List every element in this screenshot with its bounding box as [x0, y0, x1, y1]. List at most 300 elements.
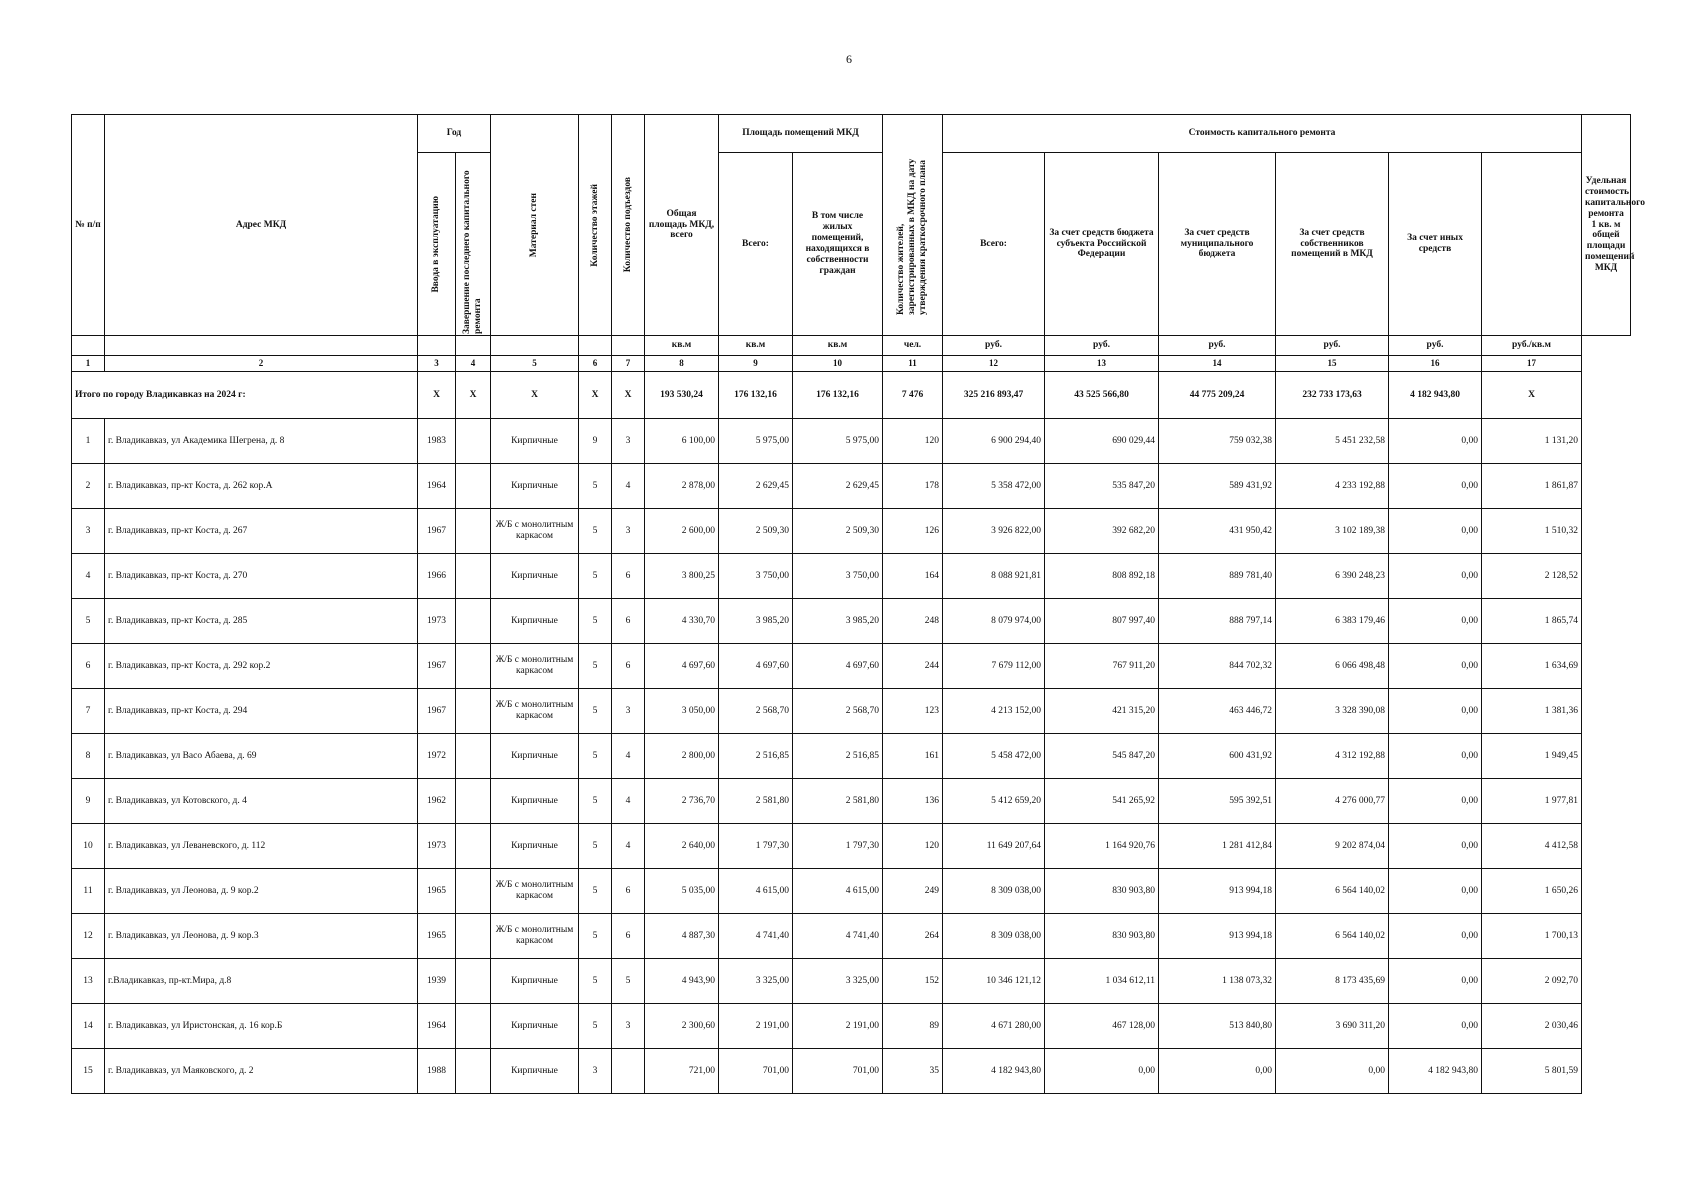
cost-owners-cell: 3 328 390,08	[1276, 689, 1389, 734]
residents-cell: 35	[883, 1049, 943, 1094]
residents-cell: 264	[883, 914, 943, 959]
address-cell: г. Владикавказ, пр-кт Коста, д. 267	[105, 509, 418, 554]
premises-total-cell: 4 741,40	[719, 914, 793, 959]
unit-cost-cell: 5 801,59	[1482, 1049, 1582, 1094]
premises-residential-cell: 3 985,20	[793, 599, 883, 644]
column-number-cell: 12	[943, 356, 1045, 372]
residents-cell: 164	[883, 554, 943, 599]
table-row	[72, 464, 1631, 509]
cost-subject-cell: 808 892,18	[1045, 554, 1159, 599]
year-last-repair-cell	[456, 869, 491, 914]
header-wall-material: Материал стен	[491, 115, 579, 336]
wall-material-cell: Кирпичные	[491, 419, 579, 464]
premises-total-cell: 2 568,70	[719, 689, 793, 734]
cost-subject-cell: 421 315,20	[1045, 689, 1159, 734]
year-last-repair-cell	[456, 1004, 491, 1049]
year-commission-cell: 1962	[418, 779, 456, 824]
year-commission-cell: 1964	[418, 464, 456, 509]
address-cell: г. Владикавказ, пр-кт Коста, д. 294	[105, 689, 418, 734]
cost-other-cell: 0,00	[1389, 734, 1482, 779]
cost-municipal-cell: 0,00	[1159, 1049, 1276, 1094]
wall-material-cell: Кирпичные	[491, 959, 579, 1004]
row-num-cell: 4	[72, 554, 105, 599]
cost-owners-cell: 0,00	[1276, 1049, 1389, 1094]
header-year-group: Год	[418, 115, 491, 153]
table-row	[72, 734, 1631, 779]
year-commission-cell: 1973	[418, 824, 456, 869]
header-entrances: Количество подъездов	[612, 115, 645, 336]
premises-total-cell: 2 581,80	[719, 779, 793, 824]
floors-cell: 5	[579, 554, 612, 599]
premises-total-cell: 5 975,00	[719, 419, 793, 464]
floors-cell: 5	[579, 689, 612, 734]
header-premises-total: Всего:	[719, 153, 793, 336]
cost-municipal-cell: 844 702,32	[1159, 644, 1276, 689]
header-cost-owners: За счет средств собственников помещений в МКД	[1276, 153, 1389, 336]
cost-total-cell: 8 309 038,00	[943, 914, 1045, 959]
row-num-cell: 13	[72, 959, 105, 1004]
residents-cell: 161	[883, 734, 943, 779]
premises-residential-cell: 2 191,00	[793, 1004, 883, 1049]
entrances-cell: 6	[612, 644, 645, 689]
cost-other-cell: 0,00	[1389, 509, 1482, 554]
cost-municipal-cell: 463 446,72	[1159, 689, 1276, 734]
wall-material-cell: Кирпичные	[491, 1004, 579, 1049]
total-area-cell: 4 943,90	[645, 959, 719, 1004]
header-premises-residential: В том числе жилых помещений, находящихся в собственности граждан	[793, 153, 883, 336]
wall-material-cell: Ж/Б с монолитным каркасом	[491, 914, 579, 959]
year-last-repair-cell	[456, 824, 491, 869]
premises-residential-cell: 1 797,30	[793, 824, 883, 869]
cost-owners-cell: 4 312 192,88	[1276, 734, 1389, 779]
row-num-cell: 9	[72, 779, 105, 824]
header-num: № п/п	[72, 115, 105, 336]
year-last-repair-cell	[456, 599, 491, 644]
unit-cell: руб.	[943, 336, 1045, 356]
cost-total-cell: 5 358 472,00	[943, 464, 1045, 509]
cost-municipal-cell: 1 138 073,32	[1159, 959, 1276, 1004]
entrances-cell	[612, 1049, 645, 1094]
unit-cell: руб.	[1045, 336, 1159, 356]
wall-material-cell: Ж/Б с монолитным каркасом	[491, 509, 579, 554]
total-label: Итого по городу Владикавказ на 2024 г:	[72, 372, 418, 419]
cost-total-cell: 7 679 112,00	[943, 644, 1045, 689]
residents-cell: 123	[883, 689, 943, 734]
total-cell: 193 530,24	[645, 372, 719, 419]
row-num-cell: 12	[72, 914, 105, 959]
wall-material-cell: Кирпичные	[491, 824, 579, 869]
cost-subject-cell: 830 903,80	[1045, 914, 1159, 959]
header-premises-area-group: Площадь помещений МКД	[719, 115, 883, 153]
total-area-cell: 2 736,70	[645, 779, 719, 824]
entrances-cell: 4	[612, 824, 645, 869]
total-cell: 232 733 173,63	[1276, 372, 1389, 419]
table-row	[72, 644, 1631, 689]
total-cell: 44 775 209,24	[1159, 372, 1276, 419]
total-area-cell: 3 050,00	[645, 689, 719, 734]
address-cell: г. Владикавказ, пр-кт Коста, д. 262 кор.А	[105, 464, 418, 509]
floors-cell: 5	[579, 869, 612, 914]
page-number: 6	[846, 52, 852, 66]
address-cell: г. Владикавказ, ул Васо Абаева, д. 69	[105, 734, 418, 779]
year-last-repair-cell	[456, 1049, 491, 1094]
unit-cost-cell: 1 650,26	[1482, 869, 1582, 914]
year-last-repair-cell	[456, 419, 491, 464]
address-cell: г. Владикавказ, пр-кт Коста, д. 270	[105, 554, 418, 599]
total-area-cell: 2 300,60	[645, 1004, 719, 1049]
unit-cost-cell: 4 412,58	[1482, 824, 1582, 869]
column-number-cell: 2	[105, 356, 418, 372]
cost-other-cell: 0,00	[1389, 644, 1482, 689]
residents-cell: 248	[883, 599, 943, 644]
entrances-cell: 5	[612, 959, 645, 1004]
column-number-cell: 11	[883, 356, 943, 372]
address-cell: г. Владикавказ, пр-кт Коста, д. 292 кор.2	[105, 644, 418, 689]
cost-subject-cell: 1 164 920,76	[1045, 824, 1159, 869]
total-cell: 176 132,16	[719, 372, 793, 419]
table-row	[72, 1049, 1631, 1094]
entrances-cell: 6	[612, 599, 645, 644]
cost-total-cell: 8 079 974,00	[943, 599, 1045, 644]
premises-residential-cell: 3 750,00	[793, 554, 883, 599]
column-number-cell: 13	[1045, 356, 1159, 372]
column-number-cell: 6	[579, 356, 612, 372]
year-last-repair-cell	[456, 734, 491, 779]
cost-owners-cell: 9 202 874,04	[1276, 824, 1389, 869]
header-year-last-repair: Завершение последнего капитального ремонта	[456, 153, 491, 336]
address-cell: г. Владикавказ, ул Академика Шегрена, д. 8	[105, 419, 418, 464]
total-cell: 4 182 943,80	[1389, 372, 1482, 419]
cost-owners-cell: 3 102 189,38	[1276, 509, 1389, 554]
residents-cell: 249	[883, 869, 943, 914]
cost-municipal-cell: 595 392,51	[1159, 779, 1276, 824]
cost-other-cell: 4 182 943,80	[1389, 1049, 1482, 1094]
total-row	[72, 372, 1631, 419]
wall-material-cell: Ж/Б с монолитным каркасом	[491, 644, 579, 689]
column-number-cell: 4	[456, 356, 491, 372]
total-cell: 43 525 566,80	[1045, 372, 1159, 419]
residents-cell: 152	[883, 959, 943, 1004]
wall-material-cell: Ж/Б с монолитным каркасом	[491, 869, 579, 914]
premises-total-cell: 4 697,60	[719, 644, 793, 689]
cost-subject-cell: 830 903,80	[1045, 869, 1159, 914]
year-commission-cell: 1972	[418, 734, 456, 779]
year-last-repair-cell	[456, 689, 491, 734]
total-area-cell: 5 035,00	[645, 869, 719, 914]
column-number-cell: 1	[72, 356, 105, 372]
header-cost-subject: За счет средств бюджета субъекта Российской Федерации	[1045, 153, 1159, 336]
premises-total-cell: 2 509,30	[719, 509, 793, 554]
total-cell: X	[579, 372, 612, 419]
total-cell: 7 476	[883, 372, 943, 419]
column-number-cell: 9	[719, 356, 793, 372]
unit-cell: руб.	[1389, 336, 1482, 356]
cost-other-cell: 0,00	[1389, 779, 1482, 824]
total-area-cell: 4 697,60	[645, 644, 719, 689]
total-area-cell: 6 100,00	[645, 419, 719, 464]
column-number-cell: 7	[612, 356, 645, 372]
cost-other-cell: 0,00	[1389, 689, 1482, 734]
year-commission-cell: 1973	[418, 599, 456, 644]
cost-owners-cell: 4 276 000,77	[1276, 779, 1389, 824]
wall-material-cell: Кирпичные	[491, 464, 579, 509]
row-num-cell: 3	[72, 509, 105, 554]
table-row	[72, 914, 1631, 959]
year-commission-cell: 1967	[418, 689, 456, 734]
year-commission-cell: 1965	[418, 869, 456, 914]
table-row	[72, 689, 1631, 734]
year-last-repair-cell	[456, 959, 491, 1004]
total-area-cell: 4 887,30	[645, 914, 719, 959]
floors-cell: 5	[579, 734, 612, 779]
cost-owners-cell: 3 690 311,20	[1276, 1004, 1389, 1049]
cost-municipal-cell: 888 797,14	[1159, 599, 1276, 644]
table-row	[72, 419, 1631, 464]
cost-municipal-cell: 889 781,40	[1159, 554, 1276, 599]
premises-total-cell: 3 325,00	[719, 959, 793, 1004]
wall-material-cell: Кирпичные	[491, 1049, 579, 1094]
floors-cell: 9	[579, 419, 612, 464]
premises-total-cell: 701,00	[719, 1049, 793, 1094]
year-commission-cell: 1939	[418, 959, 456, 1004]
entrances-cell: 3	[612, 1004, 645, 1049]
cost-other-cell: 0,00	[1389, 554, 1482, 599]
entrances-cell: 6	[612, 914, 645, 959]
table-row	[72, 824, 1631, 869]
wall-material-cell: Ж/Б с монолитным каркасом	[491, 689, 579, 734]
premises-residential-cell: 2 509,30	[793, 509, 883, 554]
year-last-repair-cell	[456, 554, 491, 599]
header-cost-other: За счет иных средств	[1389, 153, 1482, 336]
floors-cell: 5	[579, 599, 612, 644]
residents-cell: 244	[883, 644, 943, 689]
unit-cell: руб.	[1159, 336, 1276, 356]
floors-cell: 5	[579, 509, 612, 554]
cost-subject-cell: 545 847,20	[1045, 734, 1159, 779]
total-area-cell: 3 800,25	[645, 554, 719, 599]
total-area-cell: 721,00	[645, 1049, 719, 1094]
premises-total-cell: 3 985,20	[719, 599, 793, 644]
header-address: Адрес МКД	[105, 115, 418, 336]
residents-cell: 120	[883, 419, 943, 464]
year-commission-cell: 1967	[418, 644, 456, 689]
total-cell: X	[491, 372, 579, 419]
row-num-cell: 10	[72, 824, 105, 869]
address-cell: г. Владикавказ, ул Маяковского, д. 2	[105, 1049, 418, 1094]
address-cell: г. Владикавказ, ул Леонова, д. 9 кор.3	[105, 914, 418, 959]
residents-cell: 89	[883, 1004, 943, 1049]
cost-total-cell: 4 213 152,00	[943, 689, 1045, 734]
header-cost-municipal: За счет средств муниципального бюджета	[1159, 153, 1276, 336]
premises-residential-cell: 5 975,00	[793, 419, 883, 464]
cost-total-cell: 5 412 659,20	[943, 779, 1045, 824]
cost-subject-cell: 767 911,20	[1045, 644, 1159, 689]
total-cell: X	[418, 372, 456, 419]
year-last-repair-cell	[456, 644, 491, 689]
cost-other-cell: 0,00	[1389, 599, 1482, 644]
cost-municipal-cell: 759 032,38	[1159, 419, 1276, 464]
column-number-cell: 16	[1389, 356, 1482, 372]
column-number-cell: 10	[793, 356, 883, 372]
premises-residential-cell: 2 516,85	[793, 734, 883, 779]
total-cell: X	[456, 372, 491, 419]
floors-cell: 5	[579, 914, 612, 959]
unit-cost-cell: 2 128,52	[1482, 554, 1582, 599]
entrances-cell: 4	[612, 779, 645, 824]
address-cell: г. Владикавказ, ул Иристонская, д. 16 кор.Б	[105, 1004, 418, 1049]
cost-owners-cell: 4 233 192,88	[1276, 464, 1389, 509]
header-floors: Количество этажей	[579, 115, 612, 336]
unit-cost-cell: 1 510,32	[1482, 509, 1582, 554]
unit-cost-cell: 2 092,70	[1482, 959, 1582, 1004]
premises-residential-cell: 3 325,00	[793, 959, 883, 1004]
column-number-cell: 14	[1159, 356, 1276, 372]
cost-municipal-cell: 589 431,92	[1159, 464, 1276, 509]
cost-total-cell: 8 309 038,00	[943, 869, 1045, 914]
total-cell: X	[612, 372, 645, 419]
cost-municipal-cell: 513 840,80	[1159, 1004, 1276, 1049]
unit-cell: кв.м	[645, 336, 719, 356]
table-row	[72, 779, 1631, 824]
cost-subject-cell: 541 265,92	[1045, 779, 1159, 824]
column-number-cell: 8	[645, 356, 719, 372]
table-row	[72, 1004, 1631, 1049]
unit-cell: руб.	[1276, 336, 1389, 356]
cost-municipal-cell: 913 994,18	[1159, 869, 1276, 914]
cost-owners-cell: 6 564 140,02	[1276, 914, 1389, 959]
cost-other-cell: 0,00	[1389, 824, 1482, 869]
unit-cost-cell: 1 949,45	[1482, 734, 1582, 779]
cost-subject-cell: 0,00	[1045, 1049, 1159, 1094]
floors-cell: 5	[579, 824, 612, 869]
wall-material-cell: Кирпичные	[491, 599, 579, 644]
residents-cell: 178	[883, 464, 943, 509]
floors-cell: 5	[579, 644, 612, 689]
cost-owners-cell: 6 383 179,46	[1276, 599, 1389, 644]
entrances-cell: 3	[612, 509, 645, 554]
year-commission-cell: 1988	[418, 1049, 456, 1094]
year-commission-cell: 1965	[418, 914, 456, 959]
year-commission-cell: 1967	[418, 509, 456, 554]
address-cell: г. Владикавказ, ул Леонова, д. 9 кор.2	[105, 869, 418, 914]
residents-cell: 120	[883, 824, 943, 869]
cost-owners-cell: 8 173 435,69	[1276, 959, 1389, 1004]
row-num-cell: 1	[72, 419, 105, 464]
entrances-cell: 3	[612, 689, 645, 734]
unit-cost-cell: 2 030,46	[1482, 1004, 1582, 1049]
total-area-cell: 2 600,00	[645, 509, 719, 554]
cost-total-cell: 8 088 921,81	[943, 554, 1045, 599]
wall-material-cell: Кирпичные	[491, 779, 579, 824]
cost-subject-cell: 1 034 612,11	[1045, 959, 1159, 1004]
unit-cost-cell: 1 865,74	[1482, 599, 1582, 644]
row-num-cell: 11	[72, 869, 105, 914]
year-last-repair-cell	[456, 464, 491, 509]
unit-cost-cell: 1 861,87	[1482, 464, 1582, 509]
premises-total-cell: 4 615,00	[719, 869, 793, 914]
cost-total-cell: 11 649 207,64	[943, 824, 1045, 869]
year-commission-cell: 1964	[418, 1004, 456, 1049]
unit-cost-cell: 1 977,81	[1482, 779, 1582, 824]
premises-total-cell: 2 629,45	[719, 464, 793, 509]
row-num-cell: 15	[72, 1049, 105, 1094]
floors-cell: 5	[579, 779, 612, 824]
wall-material-cell: Кирпичные	[491, 734, 579, 779]
cost-owners-cell: 5 451 232,58	[1276, 419, 1389, 464]
cost-owners-cell: 6 390 248,23	[1276, 554, 1389, 599]
cost-municipal-cell: 431 950,42	[1159, 509, 1276, 554]
wall-material-cell: Кирпичные	[491, 554, 579, 599]
entrances-cell: 6	[612, 554, 645, 599]
cost-other-cell: 0,00	[1389, 464, 1482, 509]
header-cost-total: Всего:	[943, 153, 1045, 336]
cost-total-cell: 5 458 472,00	[943, 734, 1045, 779]
header-cost-group: Стоимость капитального ремонта	[943, 115, 1582, 153]
floors-cell: 5	[579, 1004, 612, 1049]
header-unit-cost: Удельная стоимость капитального ремонта 1 кв. м общей площади помещений МКД	[1582, 115, 1631, 336]
entrances-cell: 3	[612, 419, 645, 464]
premises-residential-cell: 4 697,60	[793, 644, 883, 689]
header-total-area: Общая площадь МКД, всего	[645, 115, 719, 336]
total-cell: X	[1482, 372, 1582, 419]
floors-cell: 5	[579, 464, 612, 509]
header-residents: Количество жителей, зарегистрированных в МКД на дату утверждения краткосрочного плана	[883, 115, 943, 336]
cost-municipal-cell: 1 281 412,84	[1159, 824, 1276, 869]
cost-owners-cell: 6 066 498,48	[1276, 644, 1389, 689]
premises-residential-cell: 2 581,80	[793, 779, 883, 824]
year-last-repair-cell	[456, 509, 491, 554]
cost-subject-cell: 467 128,00	[1045, 1004, 1159, 1049]
unit-cell: кв.м	[719, 336, 793, 356]
cost-municipal-cell: 913 994,18	[1159, 914, 1276, 959]
total-area-cell: 2 878,00	[645, 464, 719, 509]
total-area-cell: 2 800,00	[645, 734, 719, 779]
residents-cell: 126	[883, 509, 943, 554]
row-num-cell: 6	[72, 644, 105, 689]
row-num-cell: 2	[72, 464, 105, 509]
table-row	[72, 509, 1631, 554]
row-num-cell: 14	[72, 1004, 105, 1049]
unit-cell: руб./кв.м	[1482, 336, 1582, 356]
capital-repair-table	[71, 114, 1645, 1094]
cost-other-cell: 0,00	[1389, 869, 1482, 914]
premises-total-cell: 2 516,85	[719, 734, 793, 779]
floors-cell: 3	[579, 1049, 612, 1094]
unit-cost-cell: 1 634,69	[1482, 644, 1582, 689]
year-last-repair-cell	[456, 779, 491, 824]
cost-subject-cell: 690 029,44	[1045, 419, 1159, 464]
total-cell: 325 216 893,47	[943, 372, 1045, 419]
row-num-cell: 7	[72, 689, 105, 734]
premises-residential-cell: 2 568,70	[793, 689, 883, 734]
premises-residential-cell: 701,00	[793, 1049, 883, 1094]
cost-owners-cell: 6 564 140,02	[1276, 869, 1389, 914]
address-cell: г. Владикавказ, ул Леваневского, д. 112	[105, 824, 418, 869]
unit-cost-cell: 1 131,20	[1482, 419, 1582, 464]
units-row	[72, 336, 1631, 356]
year-last-repair-cell	[456, 914, 491, 959]
total-area-cell: 2 640,00	[645, 824, 719, 869]
cost-subject-cell: 807 997,40	[1045, 599, 1159, 644]
table-row	[72, 959, 1631, 1004]
floors-cell: 5	[579, 959, 612, 1004]
header-year-commission: Ввода в эксплуатацию	[418, 153, 456, 336]
entrances-cell: 4	[612, 464, 645, 509]
cost-other-cell: 0,00	[1389, 959, 1482, 1004]
column-number-cell: 15	[1276, 356, 1389, 372]
cost-total-cell: 10 346 121,12	[943, 959, 1045, 1004]
year-commission-cell: 1983	[418, 419, 456, 464]
